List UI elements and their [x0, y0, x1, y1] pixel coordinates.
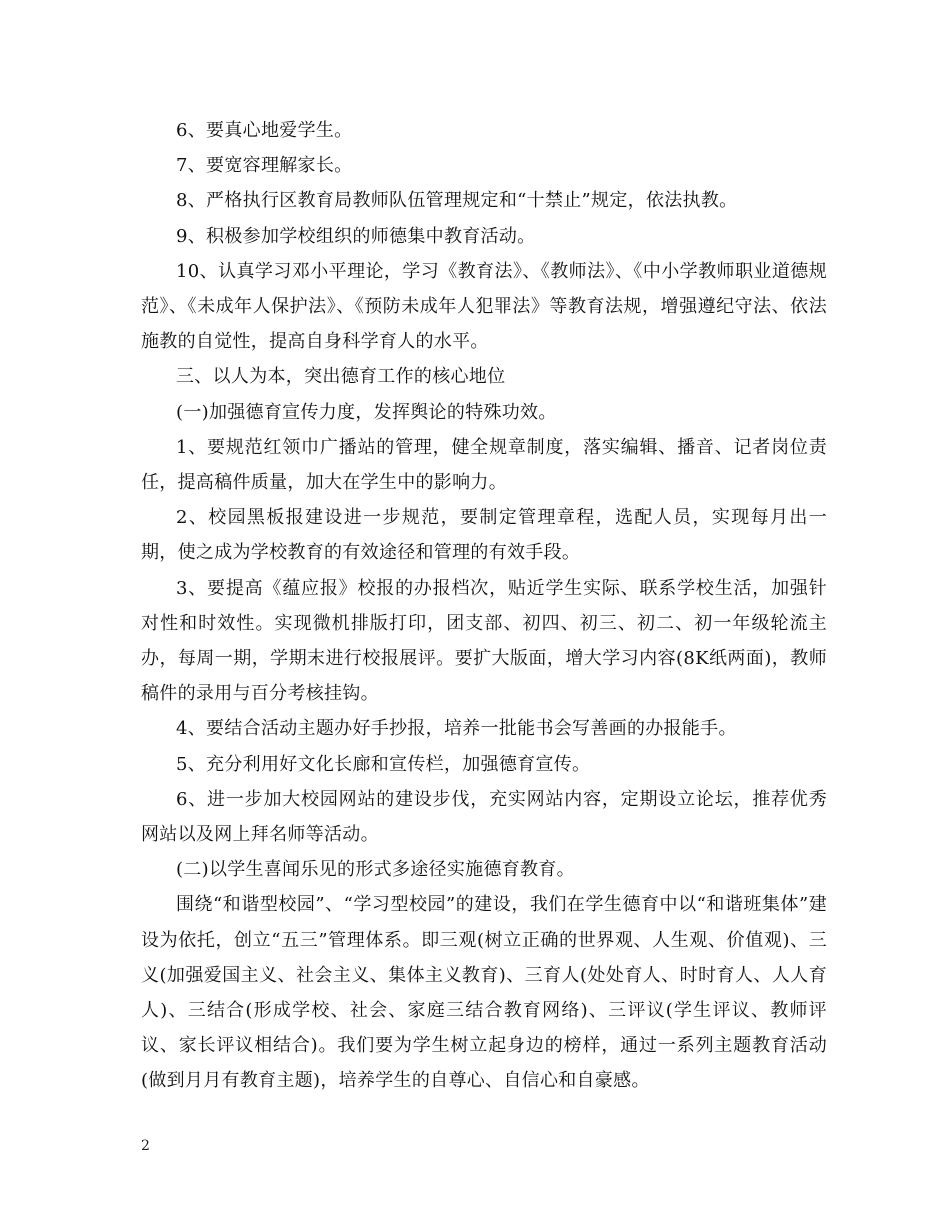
page-number: 2 [141, 1138, 150, 1154]
paragraph-item-9: 9、积极参加学校组织的师德集中教育活动。 [176, 225, 536, 247]
paragraph-broadcast-station: 1、要规范红领巾广播站的管理，健全规章制度，落实编辑、播音、记者岗位责任，提高稿件质量，加大在学生中的影响力。 [141, 436, 827, 494]
paragraph-item-7: 7、要宽容理解家长。 [176, 155, 353, 177]
section-heading-3: 三、以人为本，突出德育工作的核心地位 [176, 366, 506, 388]
subsection-heading-2: (二)以学生喜闻乐见的形式多途径实施德育教育。 [176, 859, 575, 881]
paragraph-culture-corridor: 5、充分利用好文化长廊和宣传栏，加强德育宣传。 [176, 753, 591, 775]
paragraph-school-website: 6、进一步加大校园网站的建设步伐，充实网站内容，定期设立论坛，推荐优秀网站以及网上拜名师等活动。 [141, 788, 827, 846]
paragraph-handwritten-paper: 4、要结合活动主题办好手抄报，培养一批能书会写善画的办报能手。 [176, 718, 737, 740]
subsection-heading-1: (一)加强德育宣传力度，发挥舆论的特殊功效。 [176, 401, 557, 423]
paragraph-blackboard: 2、校园黑板报建设进一步规范，要制定管理章程，选配人员，实现每月出一期，使之成为学校教育的有效途径和管理的有效手段。 [141, 507, 827, 564]
paragraph-item-6: 6、要真心地爱学生。 [176, 120, 353, 141]
paragraph-item-8: 8、严格执行区教育局教师队伍管理规定和“十禁止”规定，依法执教。 [176, 190, 738, 212]
paragraph-school-newspaper: 3、要提高《蕴应报》校报的办报档次，贴近学生实际、联系学校生活，加强针对性和时效性。实现微机排版打印，团支部、初四、初三、初二、初一年级轮流主办，每周一期，学期末进行校报展评。要扩大版面，增大学习内容(8K纸两面)，教师稿件的录用与百分考核挂钩。 [141, 577, 827, 705]
document-body [141, 113, 827, 1099]
paragraph-item-10: 10、认真学习邓小平理论，学习《教育法》、《教师法》、《中小学教师职业道德规范》、《未成年人保护法》、《预防未成年人犯罪法》等教育法规，增强遵纪守法、依法施教的自觉性，提高自身科学育人的水平。 [141, 260, 827, 353]
paragraph-five-three-system: 围绕“和谐型校园”、“学习型校园”的建设，我们在学生德育中以“和谐班集体”建设为依托，创立“五三”管理体系。即三观(树立正确的世界观、人生观、价值观)、三义(加强爱国主义、社会主义、集体主义教育)、三育人(处处育人、时时育人、人人育人)、三结合(形成学校、社会、家庭三结合教育网络)、三评议(学生评议、教师评议、家长评议相结合)。我们要为学生树立起身边的榜样，通过一系列主题教育活动(做到月月有教育主题)，培养学生的自尊心、自信心和自豪感。 [141, 894, 827, 1092]
